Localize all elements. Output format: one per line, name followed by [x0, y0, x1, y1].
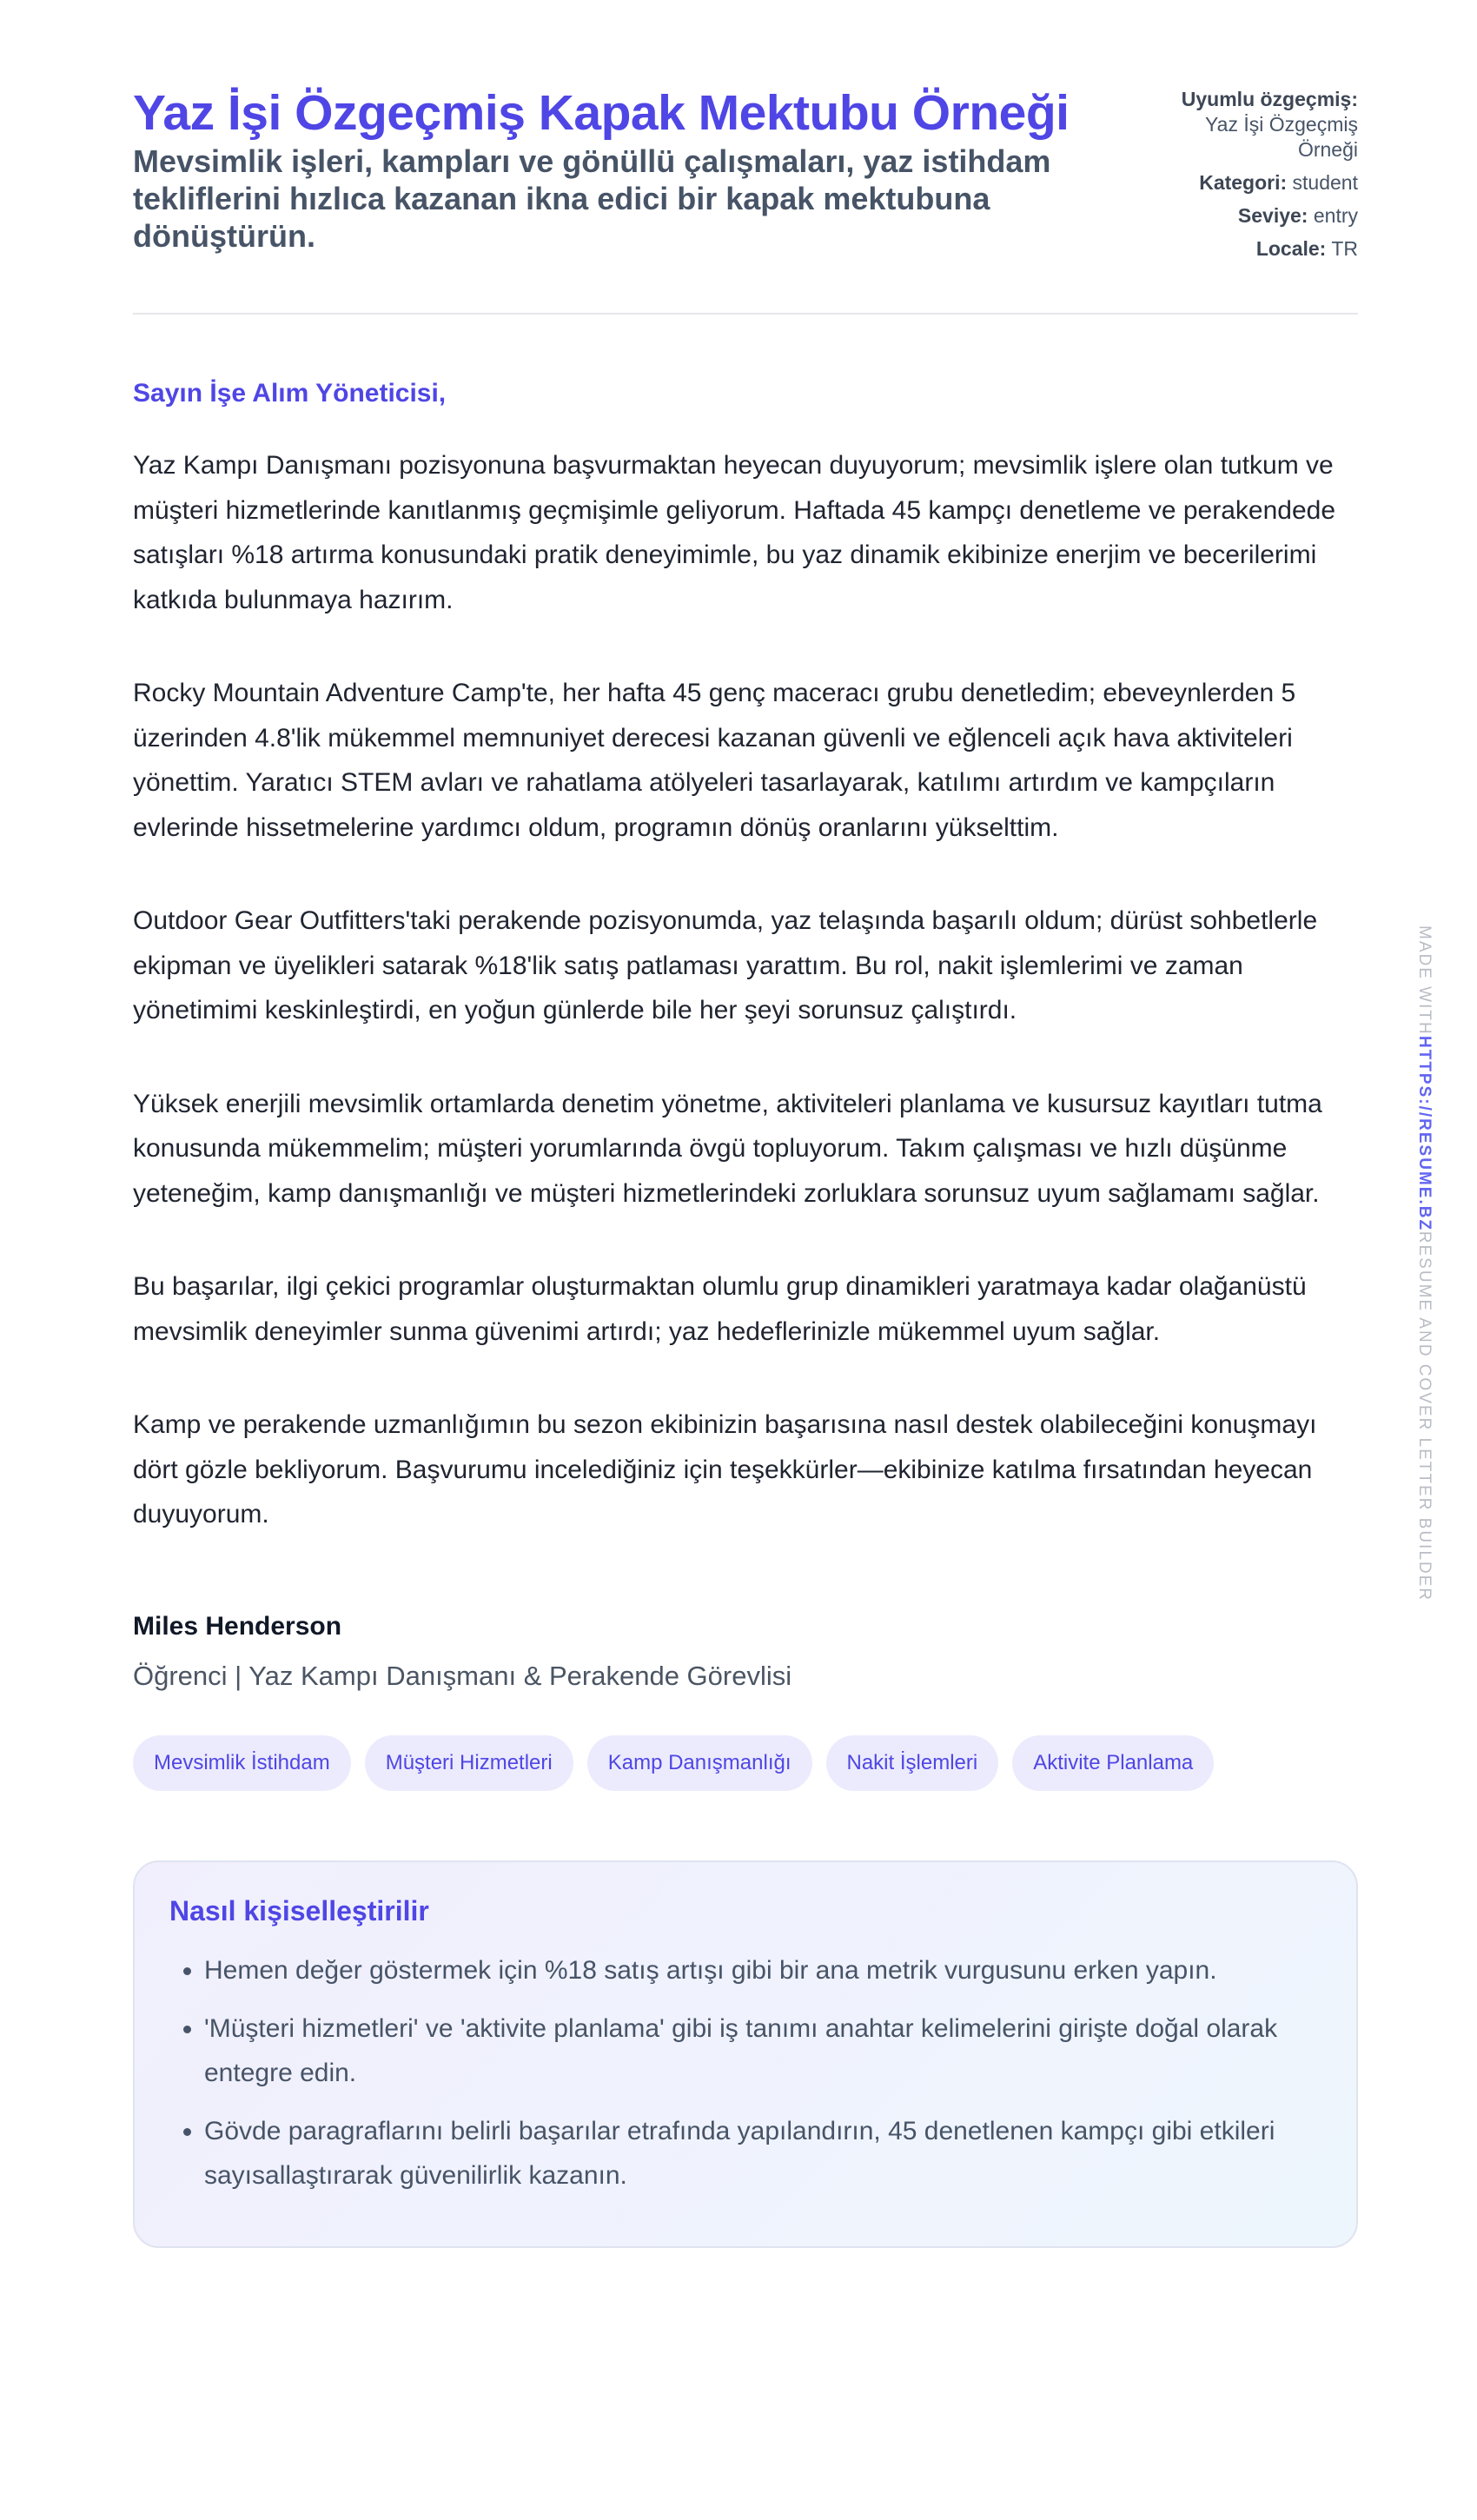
tag: Müşteri Hizmetleri	[365, 1735, 573, 1791]
page-subtitle: Mevsimlik işleri, kampları ve gönüllü çalışmaları, yaz istihdam tekliflerini hızlıca kazanan ikna edici bir kapak mektubuna dönüştürün.	[133, 143, 1051, 254]
meta-panel	[1158, 83, 1358, 269]
tips-title: Nasıl kişiselleştirilir	[169, 1894, 429, 1926]
meta-label: Kategori:	[1199, 171, 1288, 194]
meta-value: student	[1292, 171, 1358, 194]
watermark	[1414, 925, 1434, 1602]
paragraph: Outdoor Gear Outfitters'taki perakende pozisyonumda, yaz telaşında başarılı oldum; dürüst sohbetlerle ekipman ve üyelikleri satarak %18'lik satış patlaması yarattım. Bu rol, nakit işlemlerimi ve zaman yönetimimi keskinleştirdi, en yoğun günlerde bile her şeyi sorunsuz çalıştırdı.	[133, 906, 1318, 1025]
tip-item: • Hemen değer göstermek için %18 satış artışı gibi bir ana metrik vurgusunu erken yapın.	[204, 1948, 1321, 1993]
signature-name: Miles Henderson	[133, 1611, 342, 1641]
title-block	[133, 83, 1071, 255]
greeting: Sayın İşe Alım Yöneticisi,	[133, 379, 447, 408]
tag: Aktivite Planlama	[1012, 1735, 1214, 1791]
watermark-prefix: MADE WITH	[1415, 925, 1434, 1036]
watermark-suffix: RESUME AND COVER LETTER BUILDER	[1415, 1230, 1434, 1602]
paragraph: Yaz Kampı Danışmanı pozisyonuna başvurmaktan heyecan duyuyorum; mevsimlik işlere olan tutkum ve müşteri hizmetlerinde kanıtlanmış geçmişimle geliyorum. Haftada 45 kampçı denetleme ve perakendede satışları %18 artırma konusundaki pratik deneyimimle, bu yaz dinamik ekibinize enerjim ve becerilerimi katkıda bulunmaya hazırım.	[133, 451, 1335, 614]
meta-value: TR	[1331, 237, 1358, 260]
tips-list	[169, 1948, 1321, 2198]
page	[133, 83, 1358, 2248]
tip-item: • 'Müşteri hizmetleri' ve 'aktivite planlama' gibi iş tanımı anahtar kelimelerini girişte doğal olarak entegre edin.	[204, 2006, 1321, 2095]
tag: Mevsimlik İstihdam	[133, 1735, 351, 1791]
tag: Nakit İşlemleri	[826, 1735, 999, 1791]
meta-value: entry	[1313, 204, 1358, 227]
meta-label: Locale:	[1255, 237, 1327, 260]
paragraph: Yüksek enerjili mevsimlik ortamlarda denetim yönetme, aktiviteleri planlama ve kusursuz kayıtları tutma konusunda mükemmelim; müşteri yorumlarında övgü topluyorum. Takım çalışması ve hızlı düşünme yeteneğim, kamp danışmanlığı ve müşteri hizmetlerindeki zorluklara sorunsuz uyum sağlamamı sağlar.	[133, 1089, 1322, 1208]
meta-resume	[1158, 87, 1358, 162]
tag-list	[133, 1735, 1358, 1791]
tag: Kamp Danışmanlığı	[587, 1735, 812, 1791]
meta-category	[1158, 170, 1358, 196]
meta-value: Yaz İşi Özgeçmiş Örneği	[1205, 113, 1358, 161]
tip-item: • Gövde paragraflarını belirli başarılar etrafında yapılandırın, 45 denetlenen kampçı gibi etkileri sayısallaştırarak güvenilirlik kazanın.	[204, 2109, 1321, 2198]
meta-label: Seviye:	[1237, 204, 1308, 227]
letter-body	[133, 443, 1358, 1537]
meta-label: Uyumlu özgeçmiş:	[1181, 88, 1358, 110]
header	[133, 83, 1358, 315]
meta-level	[1158, 203, 1358, 229]
signature-role: Öğrenci | Yaz Kampı Danışmanı & Perakende Görevlisi	[133, 1660, 792, 1691]
paragraph: Bu başarılar, ilgi çekici programlar oluşturmaktan olumlu grup dinamikleri yaratmaya kadar olağanüstü mevsimlik deneyimler sunma güvenimi artırdı; yaz hedeflerinizle mükemmel uyum sağlar.	[133, 1272, 1307, 1346]
watermark-link[interactable]: HTTPS://RESUME.BZ	[1415, 1035, 1434, 1231]
meta-locale	[1158, 236, 1358, 262]
paragraph: Kamp ve perakende uzmanlığımın bu sezon ekibinizin başarısına nasıl destek olabileceğini konuşmayı dört gözle bekliyorum. Başvurumu incelediğiniz için teşekkürler—ekibinize katılma fırsatından heyecan duyuyorum.	[133, 1410, 1317, 1529]
tips-box	[133, 1860, 1358, 2248]
paragraph: Rocky Mountain Adventure Camp'te, her hafta 45 genç maceracı grubu denetledim; ebeveynlerden 5 üzerinden 4.8'lik mükemmel memnuniyet derecesi kazanan güvenli ve eğlenceli açık hava aktiviteleri yönettim. Yaratıcı STEM avları ve rahatlama atölyeleri tasarlayarak, katılımı artırdım ve kampçıların evlerinde hissetmelerine yardımcı oldum, programın dönüş oranlarını yükselttim.	[133, 679, 1296, 842]
page-title: Yaz İşi Özgeçmiş Kapak Mektubu Örneği	[133, 85, 1070, 141]
